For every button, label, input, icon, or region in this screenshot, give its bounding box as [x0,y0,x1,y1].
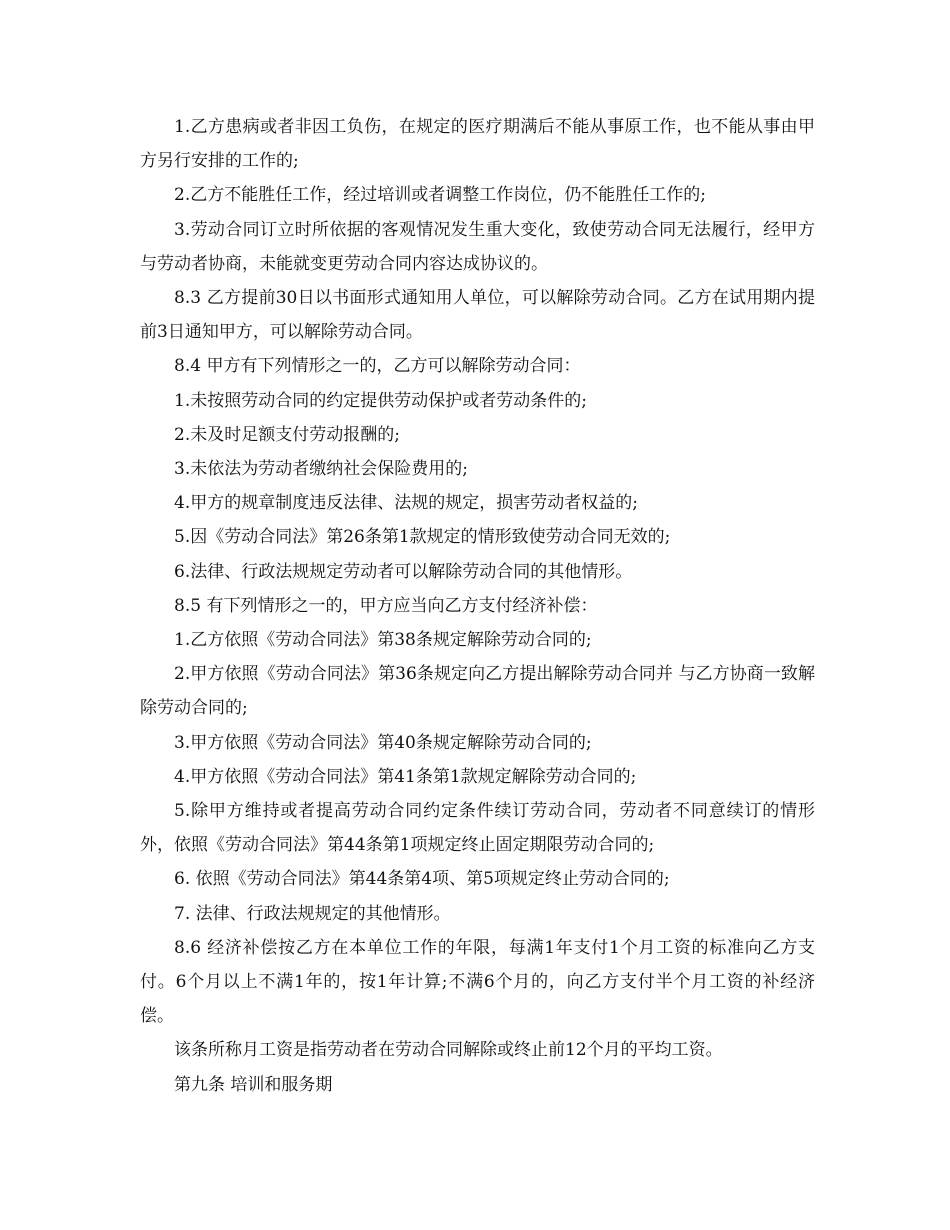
clause-8-4-item-6: 6.法律、行政法规规定劳动者可以解除劳动合同的其他情形。 [174,561,633,582]
clause-8-4-item-1: 1.未按照劳动合同的约定提供劳动保护或者劳动条件的; [174,390,587,411]
clause-8-4-item-2: 2.未及时足额支付劳动报酬的; [174,424,400,445]
section-heading-article-9: 第九条 培训和服务期 [174,1074,333,1095]
clause-8-5-item-7: 7. 法律、行政法规规定的其他情形。 [174,903,451,924]
paragraph-8-2-item-3: 3.劳动合同订立时所依据的客观情况发生重大变化，致使劳动合同无法履行，经甲方与劳动者协商，未能就变更劳动合同内容达成协议的。 [140,219,815,274]
clause-8-3: 8.3 乙方提前30日以书面形式通知用人单位，可以解除劳动合同。乙方在试用期内提前3日通知甲方，可以解除劳动合同。 [140,288,815,343]
clause-8-4: 8.4 甲方有下列情形之一的，乙方可以解除劳动合同： [174,356,581,377]
clause-8-5-item-3: 3.甲方依照《劳动合同法》第40条规定解除劳动合同的; [174,732,592,753]
clause-8-5: 8.5 有下列情形之一的，甲方应当向乙方支付经济补偿： [174,595,598,616]
clause-8-5-item-2: 2.甲方依照《劳动合同法》第36条规定向乙方提出解除劳动合同并 与乙方协商一致解除劳动合同的; [140,664,815,719]
document-body [140,110,815,1102]
clause-8-5-item-6: 6. 依照《劳动合同法》第44条第4项、第5项规定终止劳动合同的; [174,869,670,890]
clause-8-5-item-1: 1.乙方依照《劳动合同法》第38条规定解除劳动合同的; [174,630,592,651]
clause-8-5-item-4: 4.甲方依照《劳动合同法》第41条第1款规定解除劳动合同的; [174,766,637,787]
monthly-wage-definition: 该条所称月工资是指劳动者在劳动合同解除或终止前12个月的平均工资。 [174,1040,723,1061]
clause-8-4-item-3: 3.未依法为劳动者缴纳社会保险费用的; [174,459,468,480]
paragraph-8-2-item-1: 1.乙方患病或者非因工负伤，在规定的医疗期满后不能从事原工作，也不能从事由甲方另行安排的工作的; [140,117,815,172]
clause-8-6: 8.6 经济补偿按乙方在本单位工作的年限，每满1年支付1个月工资的标准向乙方支付。6个月以上不满1年的，按1年计算;不满6个月的，向乙方支付半个月工资的补经济偿。 [140,937,815,1027]
clause-8-4-item-4: 4.甲方的规章制度违反法律、法规的规定，损害劳动者权益的; [174,493,638,514]
clause-8-4-item-5: 5.因《劳动合同法》第26条第1款规定的情形致使劳动合同无效的; [174,527,671,548]
clause-8-5-item-5: 5.除甲方维持或者提高劳动合同约定条件续订劳动合同，劳动者不同意续订的情形外，依照《劳动合同法》第44条第1项规定终止固定期限劳动合同的; [140,801,815,856]
paragraph-8-2-item-2: 2.乙方不能胜任工作，经过培训或者调整工作岗位，仍不能胜任工作的; [174,185,706,206]
